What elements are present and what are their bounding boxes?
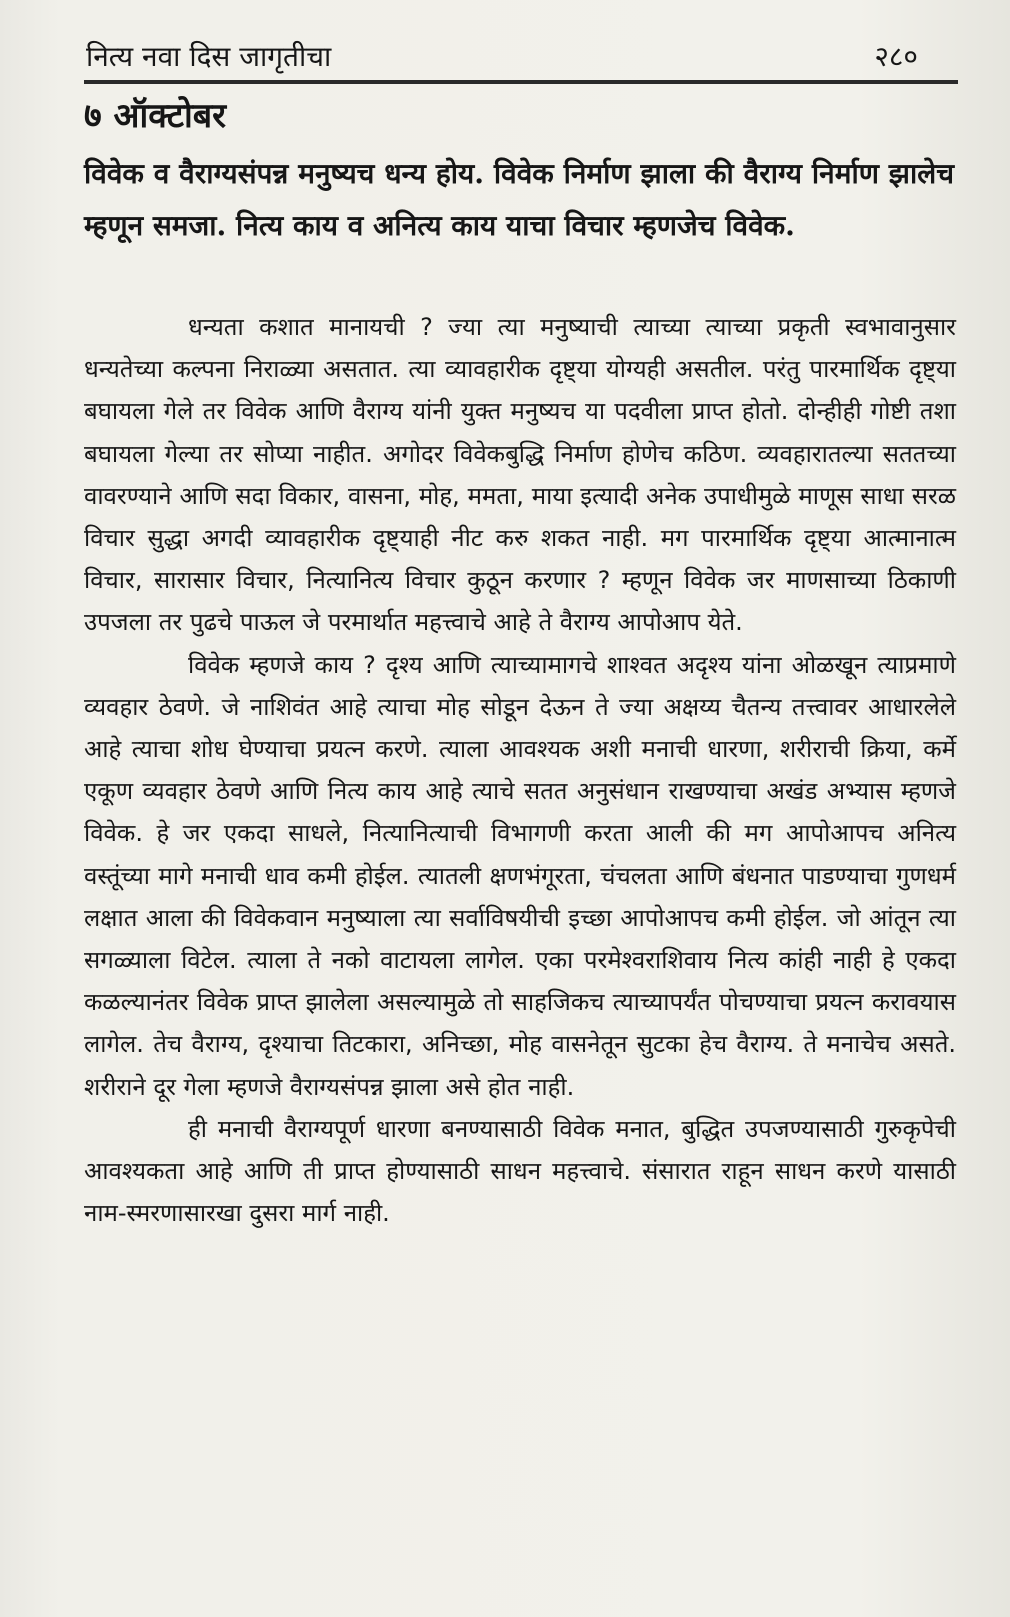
running-title: नित्य नवा दिस जागृतीचा [86,40,332,73]
lead-quote: विवेक व वैराग्यसंपन्न मनुष्यच धन्य होय. विवेक निर्माण झाला की वैराग्य निर्माण झालेच म्हणून समजा. नित्य काय व अनित्य काय याचा विचार म्हणजेच विवेक. [84,157,954,242]
paragraph: विवेक म्हणजे काय ? दृश्य आणि त्याच्यामागचे शाश्वत अदृश्य यांना ओळखून त्याप्रमाणे व्यवहार ठेवणे. जे नाशिवंत आहे त्याचा मोह सोडून देऊन ते ज्या अक्षय्य चैतन्य तत्त्वावर आधारलेले आहे त्याचा शोध घेण्याचा प्रयत्न करणे. त्याला आवश्यक अशी मनाची धारणा, शरीराची क्रिया, कर्मे एकूण व्यवहार ठेवणे आणि नित्य काय आहे त्याचे सतत अनुसंधान राखण्याचा अखंड अभ्यास म्हणजे विवेक. हे जर एकदा साधले, नित्यानित्याची विभागणी करता आली की मग आपोआपच अनित्य वस्तूंच्या मागे मनाची धाव कमी होईल. त्यातली क्षणभंगूरता, चंचलता आणि बंधनात पाडण्याचा गुणधर्म लक्षात आला की विवेकवान मनुष्याला त्या सर्वाविषयीची इच्छा आपोआपच कमी होईल. जो आंतून त्या सगळ्याला विटेल. त्याला ते नको वाटायला लागेल. एका परमेश्वराशिवाय नित्य कांही नाही हे एकदा कळल्यानंतर विवेक प्राप्त झालेला असल्यामुळे तो साहजिकच त्याच्यापर्यंत पोचण्याचा प्रयत्न करावयास लागेल. तेच वैराग्य, दृश्याचा तिटकारा, अनिच्छा, मोह वासनेतून सुटका हेच वैराग्य. ते मनाचेच असते. शरीराने दूर गेला म्हणजे वैराग्यसंपन्न झाला असे होत नाही. [84,650,956,1101]
entry-body [84,306,956,1234]
entry-date: ७ ऑक्टोबर [84,96,227,136]
header-rule [84,80,958,84]
paragraph: ही मनाची वैराग्यपूर्ण धारणा बनण्यासाठी विवेक मनात, बुद्धित उपजण्यासाठी गुरुकृपेची आवश्यकता आहे आणि ती प्राप्त होण्यासाठी साधन महत्त्वाचे. संसारात राहून साधन करणे यासाठी नाम-स्मरणासारखा दुसरा मार्ग नाही. [84,1114,956,1228]
paragraph: धन्यता कशात मानायची ? ज्या त्या मनुष्याची त्याच्या त्याच्या प्रकृती स्वभावानुसार धन्यतेच्या कल्पना निराळ्या असतात. त्या व्यावहारीक दृष्ट्या योग्यही असतील. परंतु पारमार्थिक दृष्ट्या बघायला गेले तर विवेक आणि वैराग्य यांनी युक्त मनुष्यच या पदवीला प्राप्त होतो. दोन्हीही गोष्टी तशा बघायला गेल्या तर सोप्या नाहीत. अगोदर विवेकबुद्धि निर्माण होणेच कठिण. व्यवहारातल्या सततच्या वावरण्याने आणि सदा विकार, वासना, मोह, ममता, माया इत्यादी अनेक उपाधीमुळे माणूस साधा सरळ विचार सुद्धा अगदी व्यावहारीक दृष्ट्याही नीट करु शकत नाही. मग पारमार्थिक दृष्ट्या आत्मानात्म विचार, सारासार विचार, नित्यानित्य विचार कुठून करणार ? म्हणून विवेक जर माणसाच्या ठिकाणी उपजला तर पुढचे पाऊल जे परमार्थात महत्त्वाचे आहे ते वैराग्य आपोआप येते. [84,313,956,637]
page-header [84,38,958,78]
page-number: २८० [874,40,918,73]
